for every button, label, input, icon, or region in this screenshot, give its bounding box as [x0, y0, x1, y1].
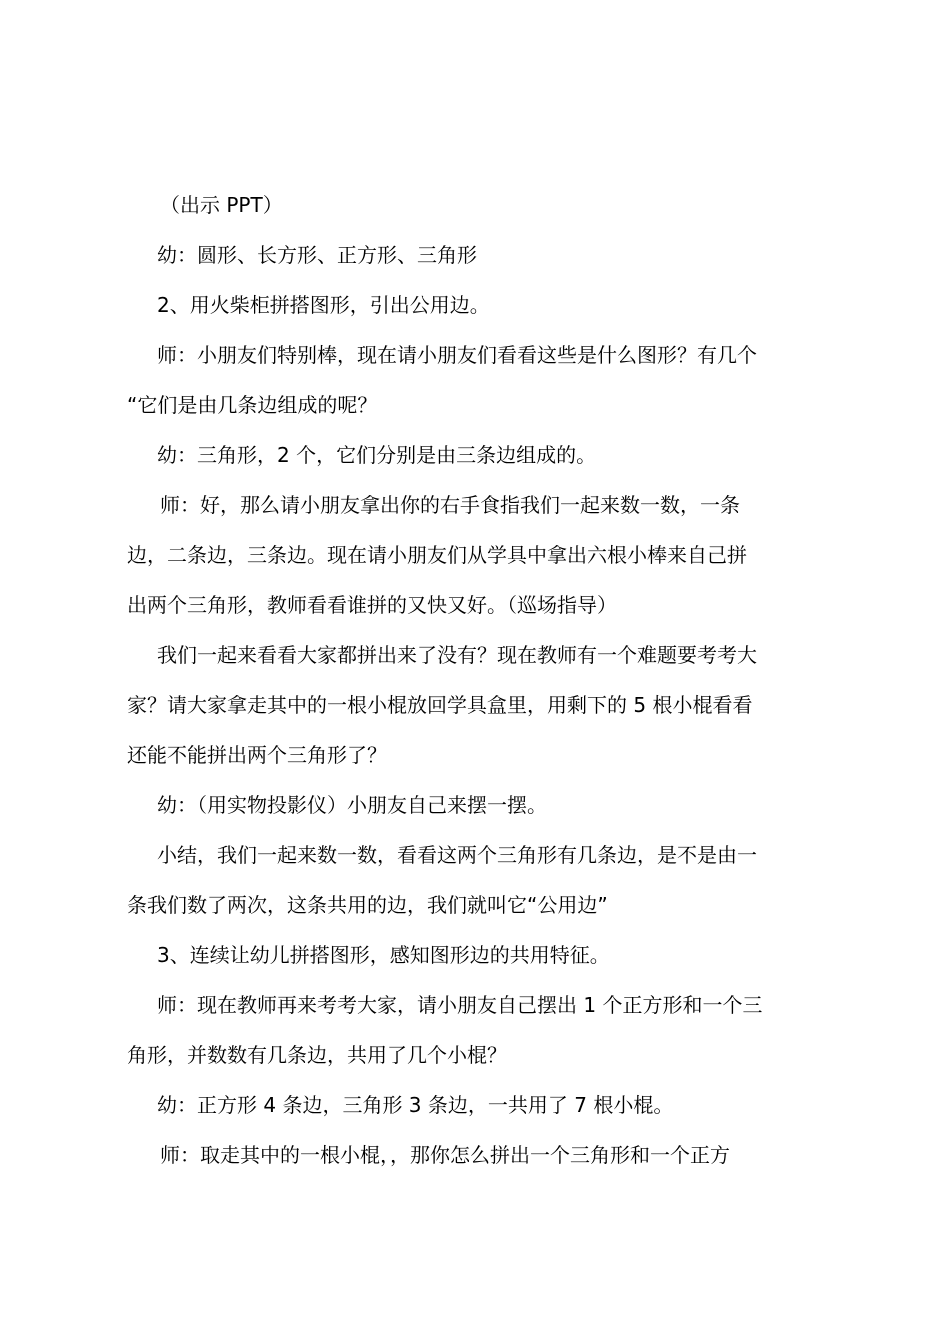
paragraph-line: 幼：三角形，2 个，它们分别是由三条边组成的。 [157, 443, 597, 467]
paragraph-line: 幼：圆形、长方形、正方形、三角形 [157, 243, 477, 267]
paragraph-line: 条我们数了两次，这条共用的边，我们就叫它“公用边” [127, 893, 608, 917]
paragraph-line: 师：取走其中的一根小棍，，那你怎么拼出一个三角形和一个正方 [160, 1143, 730, 1167]
paragraph-line: 幼：（用实物投影仪）小朋友自己来摆一摆。 [157, 793, 547, 817]
paragraph-line: 2、用火柴柜拼搭图形，引出公用边。 [157, 293, 490, 317]
paragraph-line: 出两个三角形，教师看看谁拼的又快又好。（巡场指导） [127, 593, 617, 617]
paragraph-line: 师：好，那么请小朋友拿出你的右手食指我们一起来数一数，一条 [160, 493, 740, 517]
paragraph-line: “它们是由几条边组成的呢？ [127, 393, 378, 417]
paragraph-line: 师：现在教师再来考考大家，请小朋友自己摆出 1 个正方形和一个三 [157, 993, 763, 1017]
paragraph-line: 我们一起来看看大家都拼出来了没有？现在教师有一个难题要考考大 [157, 643, 757, 667]
paragraph-line: 3、连续让幼儿拼搭图形，感知图形边的共用特征。 [157, 943, 610, 967]
paragraph-line: 家？请大家拿走其中的一根小棍放回学具盒里，用剩下的 5 根小棍看看 [127, 693, 753, 717]
paragraph-line: 边，二条边，三条边。现在请小朋友们从学具中拿出六根小棒来自己拼 [127, 543, 747, 567]
paragraph-line: 小结，我们一起来数一数，看看这两个三角形有几条边，是不是由一 [157, 843, 757, 867]
paragraph-line: 幼：正方形 4 条边，三角形 3 条边，一共用了 7 根小棍。 [157, 1093, 674, 1117]
paragraph-line: 还能不能拼出两个三角形了？ [127, 743, 387, 767]
paragraph-line: 角形，并数数有几条边，共用了几个小棍？ [127, 1043, 507, 1067]
paragraph-line: 师：小朋友们特别棒，现在请小朋友们看看这些是什么图形？有几个 [157, 343, 757, 367]
paragraph-line: （出示 PPT） [160, 193, 283, 217]
